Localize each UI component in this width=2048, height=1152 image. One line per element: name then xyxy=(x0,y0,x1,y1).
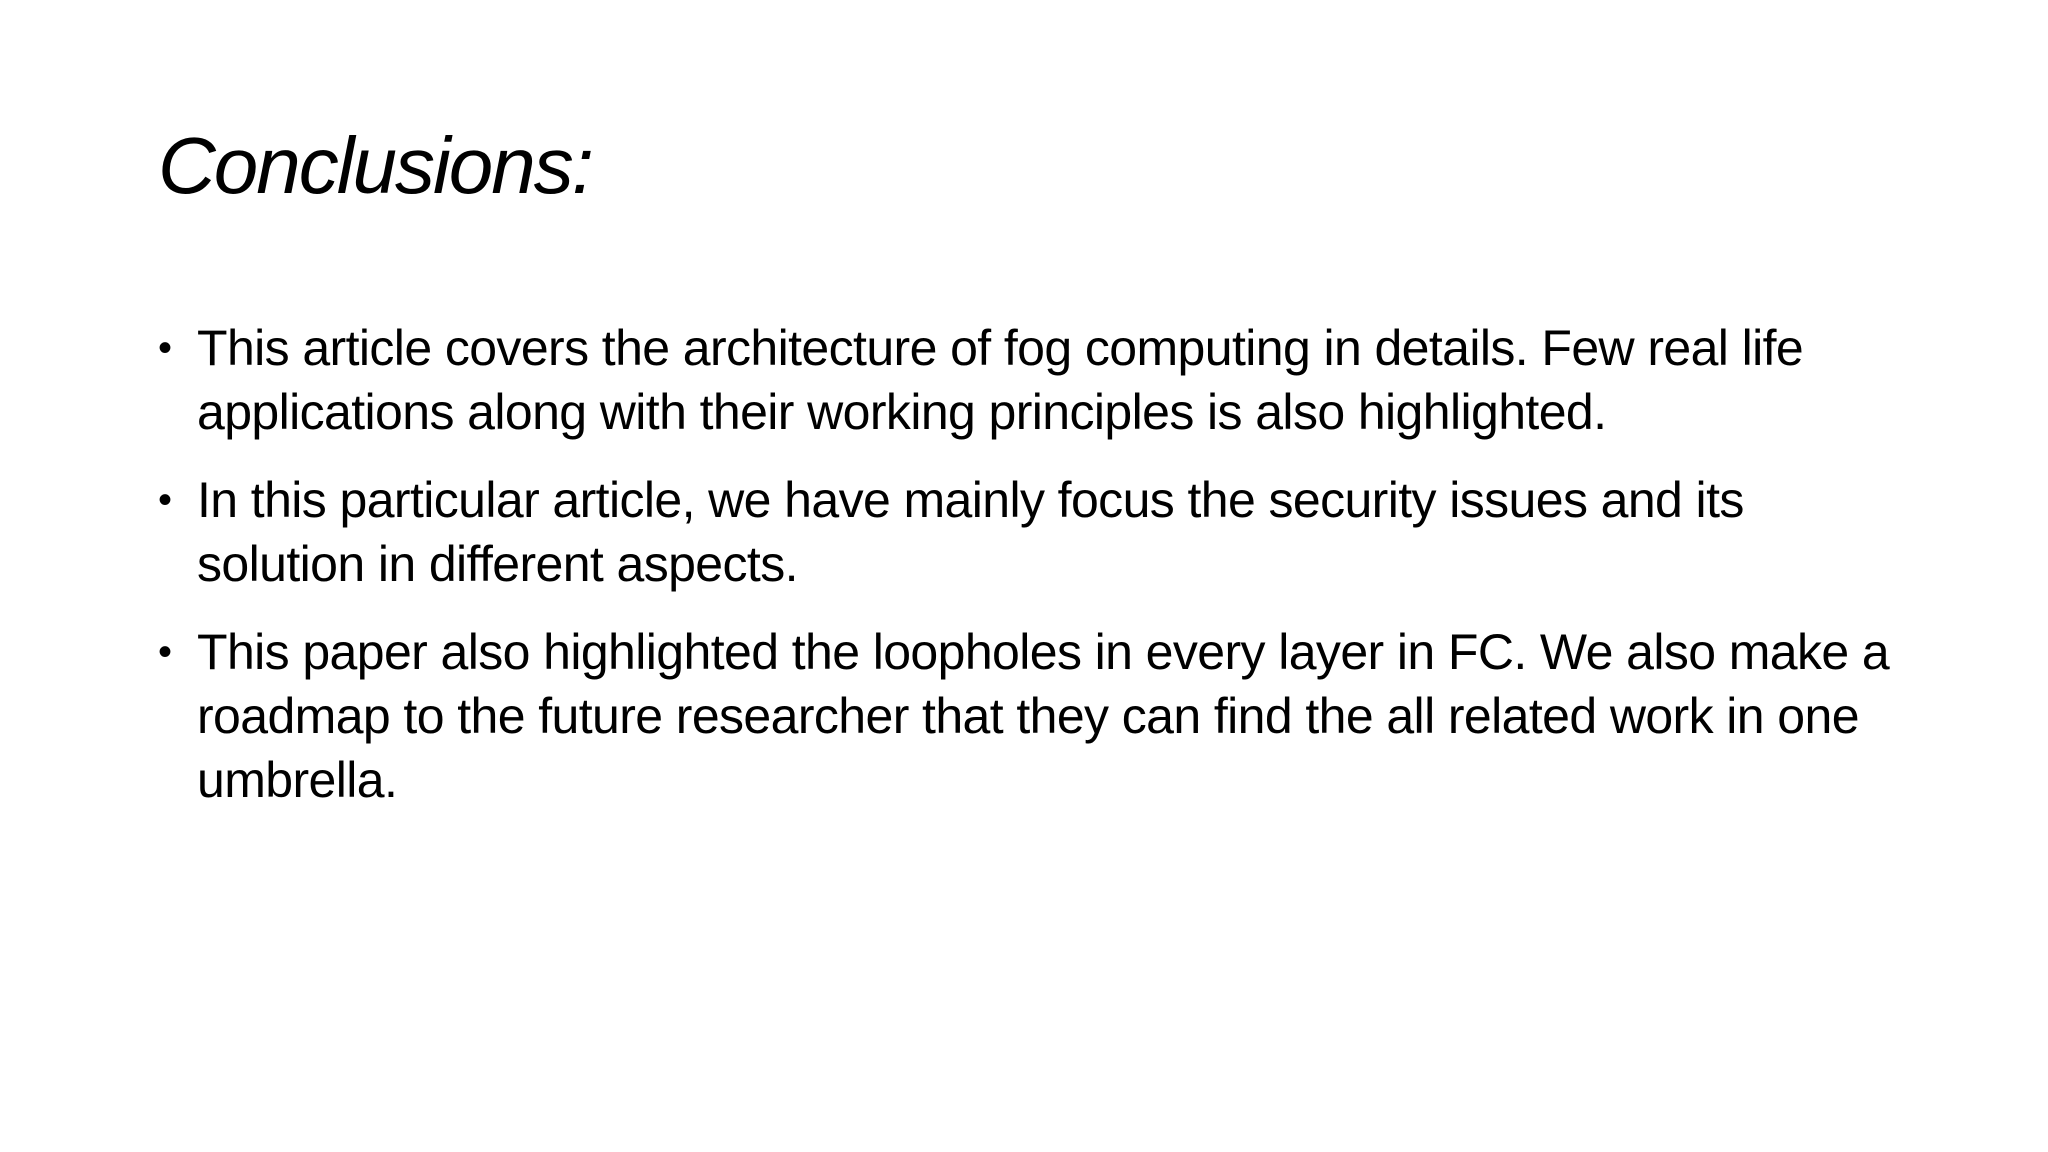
bullet-item xyxy=(158,468,1918,596)
bullet-text: This article covers the architecture of fog computing in details. Few real life applications along with their working principles is also highlighted. xyxy=(197,320,1804,440)
bullet-marker: • xyxy=(158,326,172,370)
bullet-item xyxy=(158,620,1918,812)
bullet-marker: • xyxy=(158,630,172,674)
bullet-text: This paper also highlighted the loopholes in every layer in FC. We also make a roadmap to the future researcher that they can find the all related work in one umbrella. xyxy=(197,624,1890,808)
bullet-marker: • xyxy=(158,478,172,522)
bullet-item xyxy=(158,316,1918,444)
slide-title: Conclusions: xyxy=(158,121,593,210)
bullet-list xyxy=(158,316,1918,836)
bullet-text: In this particular article, we have mainly focus the security issues and its solution in different aspects. xyxy=(197,472,1744,592)
